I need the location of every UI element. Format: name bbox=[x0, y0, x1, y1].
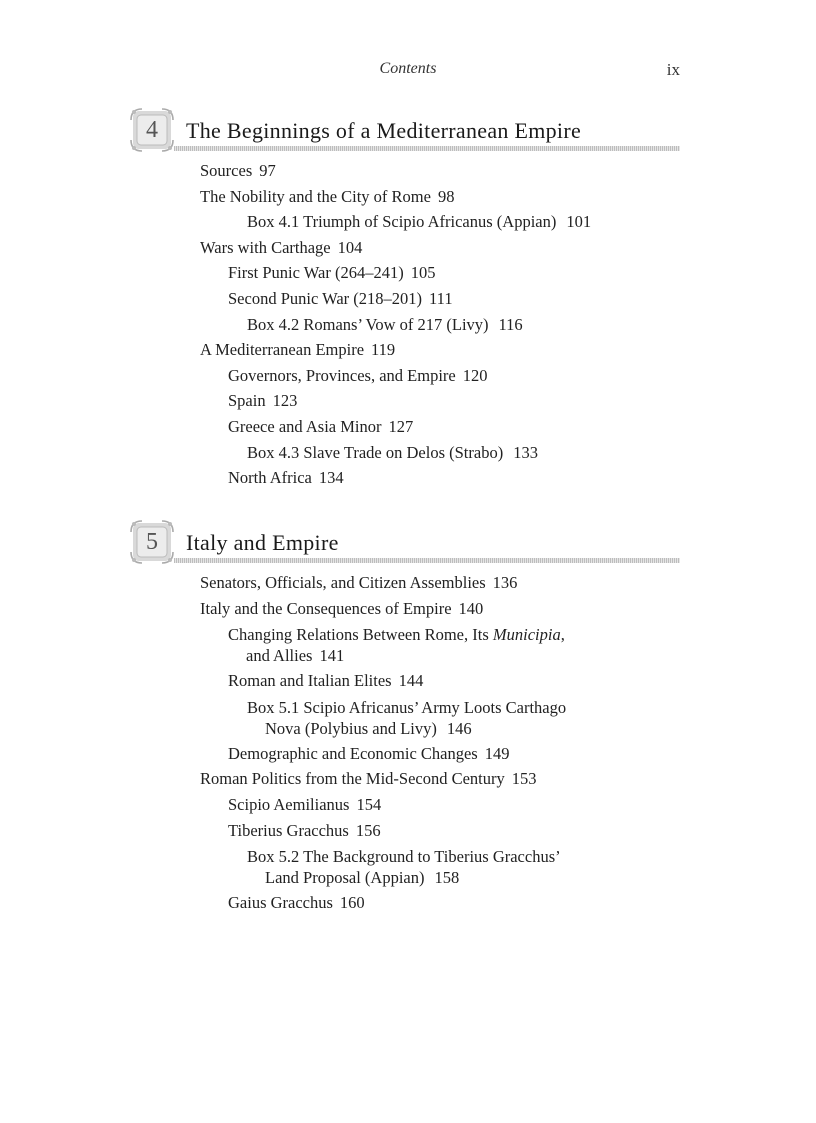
page-ref: 149 bbox=[484, 743, 510, 763]
toc-entry[interactable]: Sources 97 bbox=[200, 161, 276, 180]
page-number: ix bbox=[666, 60, 680, 79]
toc-list bbox=[128, 158, 680, 491]
toc-subentry[interactable]: North Africa 134 bbox=[228, 468, 344, 488]
chapter-title: The Beginnings of a Mediterranean Empire bbox=[186, 118, 582, 143]
page-ref: 116 bbox=[498, 314, 523, 334]
page-ref: 153 bbox=[511, 769, 537, 789]
page-ref: 98 bbox=[437, 186, 455, 206]
chapter-number: 4 bbox=[146, 117, 158, 143]
toc-subentry[interactable]: Governors, Provinces, and Empire 120 bbox=[228, 365, 488, 385]
toc-subentry[interactable]: Roman and Italian Elites 144 bbox=[228, 671, 424, 691]
toc-list bbox=[128, 570, 680, 916]
page-ref: 134 bbox=[318, 468, 344, 488]
toc-entry[interactable]: Wars with Carthage 104 bbox=[200, 237, 363, 257]
toc-box-entry[interactable]: Box 5.2 The Background to Tiberius Gracchus’ Land Proposal (Appian) 158 bbox=[247, 847, 561, 888]
page-ref: 136 bbox=[492, 573, 518, 592]
page-ref: 146 bbox=[446, 718, 472, 738]
title-rule bbox=[174, 146, 680, 151]
toc-subentry[interactable]: Spain 123 bbox=[228, 391, 298, 411]
page-ref: 154 bbox=[356, 794, 382, 814]
toc-box-entry[interactable]: Box 5.1 Scipio Africanus’ Army Loots Carthago Nova (Polybius and Livy) 146 bbox=[247, 697, 567, 738]
chapter-5 bbox=[128, 518, 680, 916]
page-ref: 104 bbox=[337, 237, 363, 257]
chapter-heading bbox=[128, 518, 680, 570]
toc-subentry[interactable]: Second Punic War (218–201) 111 bbox=[228, 288, 453, 308]
page-ref: 120 bbox=[462, 365, 488, 385]
page-ref: 111 bbox=[429, 288, 453, 308]
toc-entry[interactable]: Italy and the Consequences of Empire 140 bbox=[200, 598, 484, 618]
page-ref: 144 bbox=[398, 671, 424, 691]
page-ref: 119 bbox=[371, 340, 396, 360]
chapter-number: 5 bbox=[146, 529, 158, 555]
toc-subentry[interactable]: Tiberius Gracchus 156 bbox=[228, 820, 381, 840]
toc-entry[interactable]: A Mediterranean Empire 119 bbox=[200, 340, 396, 360]
toc-entry[interactable]: Roman Politics from the Mid-Second Century 153 bbox=[200, 769, 537, 789]
chapter-heading bbox=[128, 106, 680, 158]
toc-subentry[interactable]: First Punic War (264–241) 105 bbox=[228, 263, 436, 283]
page-ref: 97 bbox=[259, 161, 276, 180]
page-ref: 133 bbox=[513, 442, 538, 462]
toc-entry[interactable]: Senators, Officials, and Citizen Assemblies 136 bbox=[200, 573, 518, 592]
page-ref: 105 bbox=[410, 263, 436, 283]
running-title: Contents bbox=[379, 60, 437, 77]
toc-box-entry[interactable]: Box 4.2 Romans’ Vow of 217 (Livy) 116 bbox=[247, 314, 523, 334]
chapter-4 bbox=[128, 106, 680, 491]
toc-subentry[interactable]: Greece and Asia Minor 127 bbox=[228, 416, 414, 436]
page-ref: 127 bbox=[388, 416, 414, 436]
toc-subentry[interactable]: Demographic and Economic Changes 149 bbox=[228, 743, 510, 763]
toc-subentry[interactable]: Scipio Aemilianus 154 bbox=[228, 794, 382, 814]
page-ref: 141 bbox=[319, 646, 345, 666]
toc-subentry[interactable]: Gaius Gracchus 160 bbox=[228, 893, 365, 913]
title-rule bbox=[174, 558, 680, 563]
chapter-title: Italy and Empire bbox=[186, 530, 339, 555]
page-ref: 140 bbox=[458, 598, 484, 618]
page-ref: 160 bbox=[339, 893, 365, 913]
toc-box-entry[interactable]: Box 4.3 Slave Trade on Delos (Strabo) 133 bbox=[247, 442, 538, 462]
page-ref: 123 bbox=[272, 391, 298, 411]
page-ref: 156 bbox=[355, 820, 381, 840]
toc-entry[interactable]: The Nobility and the City of Rome 98 bbox=[200, 186, 455, 206]
toc-box-entry[interactable]: Box 4.1 Triumph of Scipio Africanus (Appian) 101 bbox=[247, 212, 592, 232]
page-ref: 101 bbox=[566, 212, 592, 232]
page-ref: 158 bbox=[434, 868, 460, 888]
toc-subentry[interactable]: Changing Relations Between Rome, Its Municipia, and Allies 141 bbox=[228, 625, 565, 666]
